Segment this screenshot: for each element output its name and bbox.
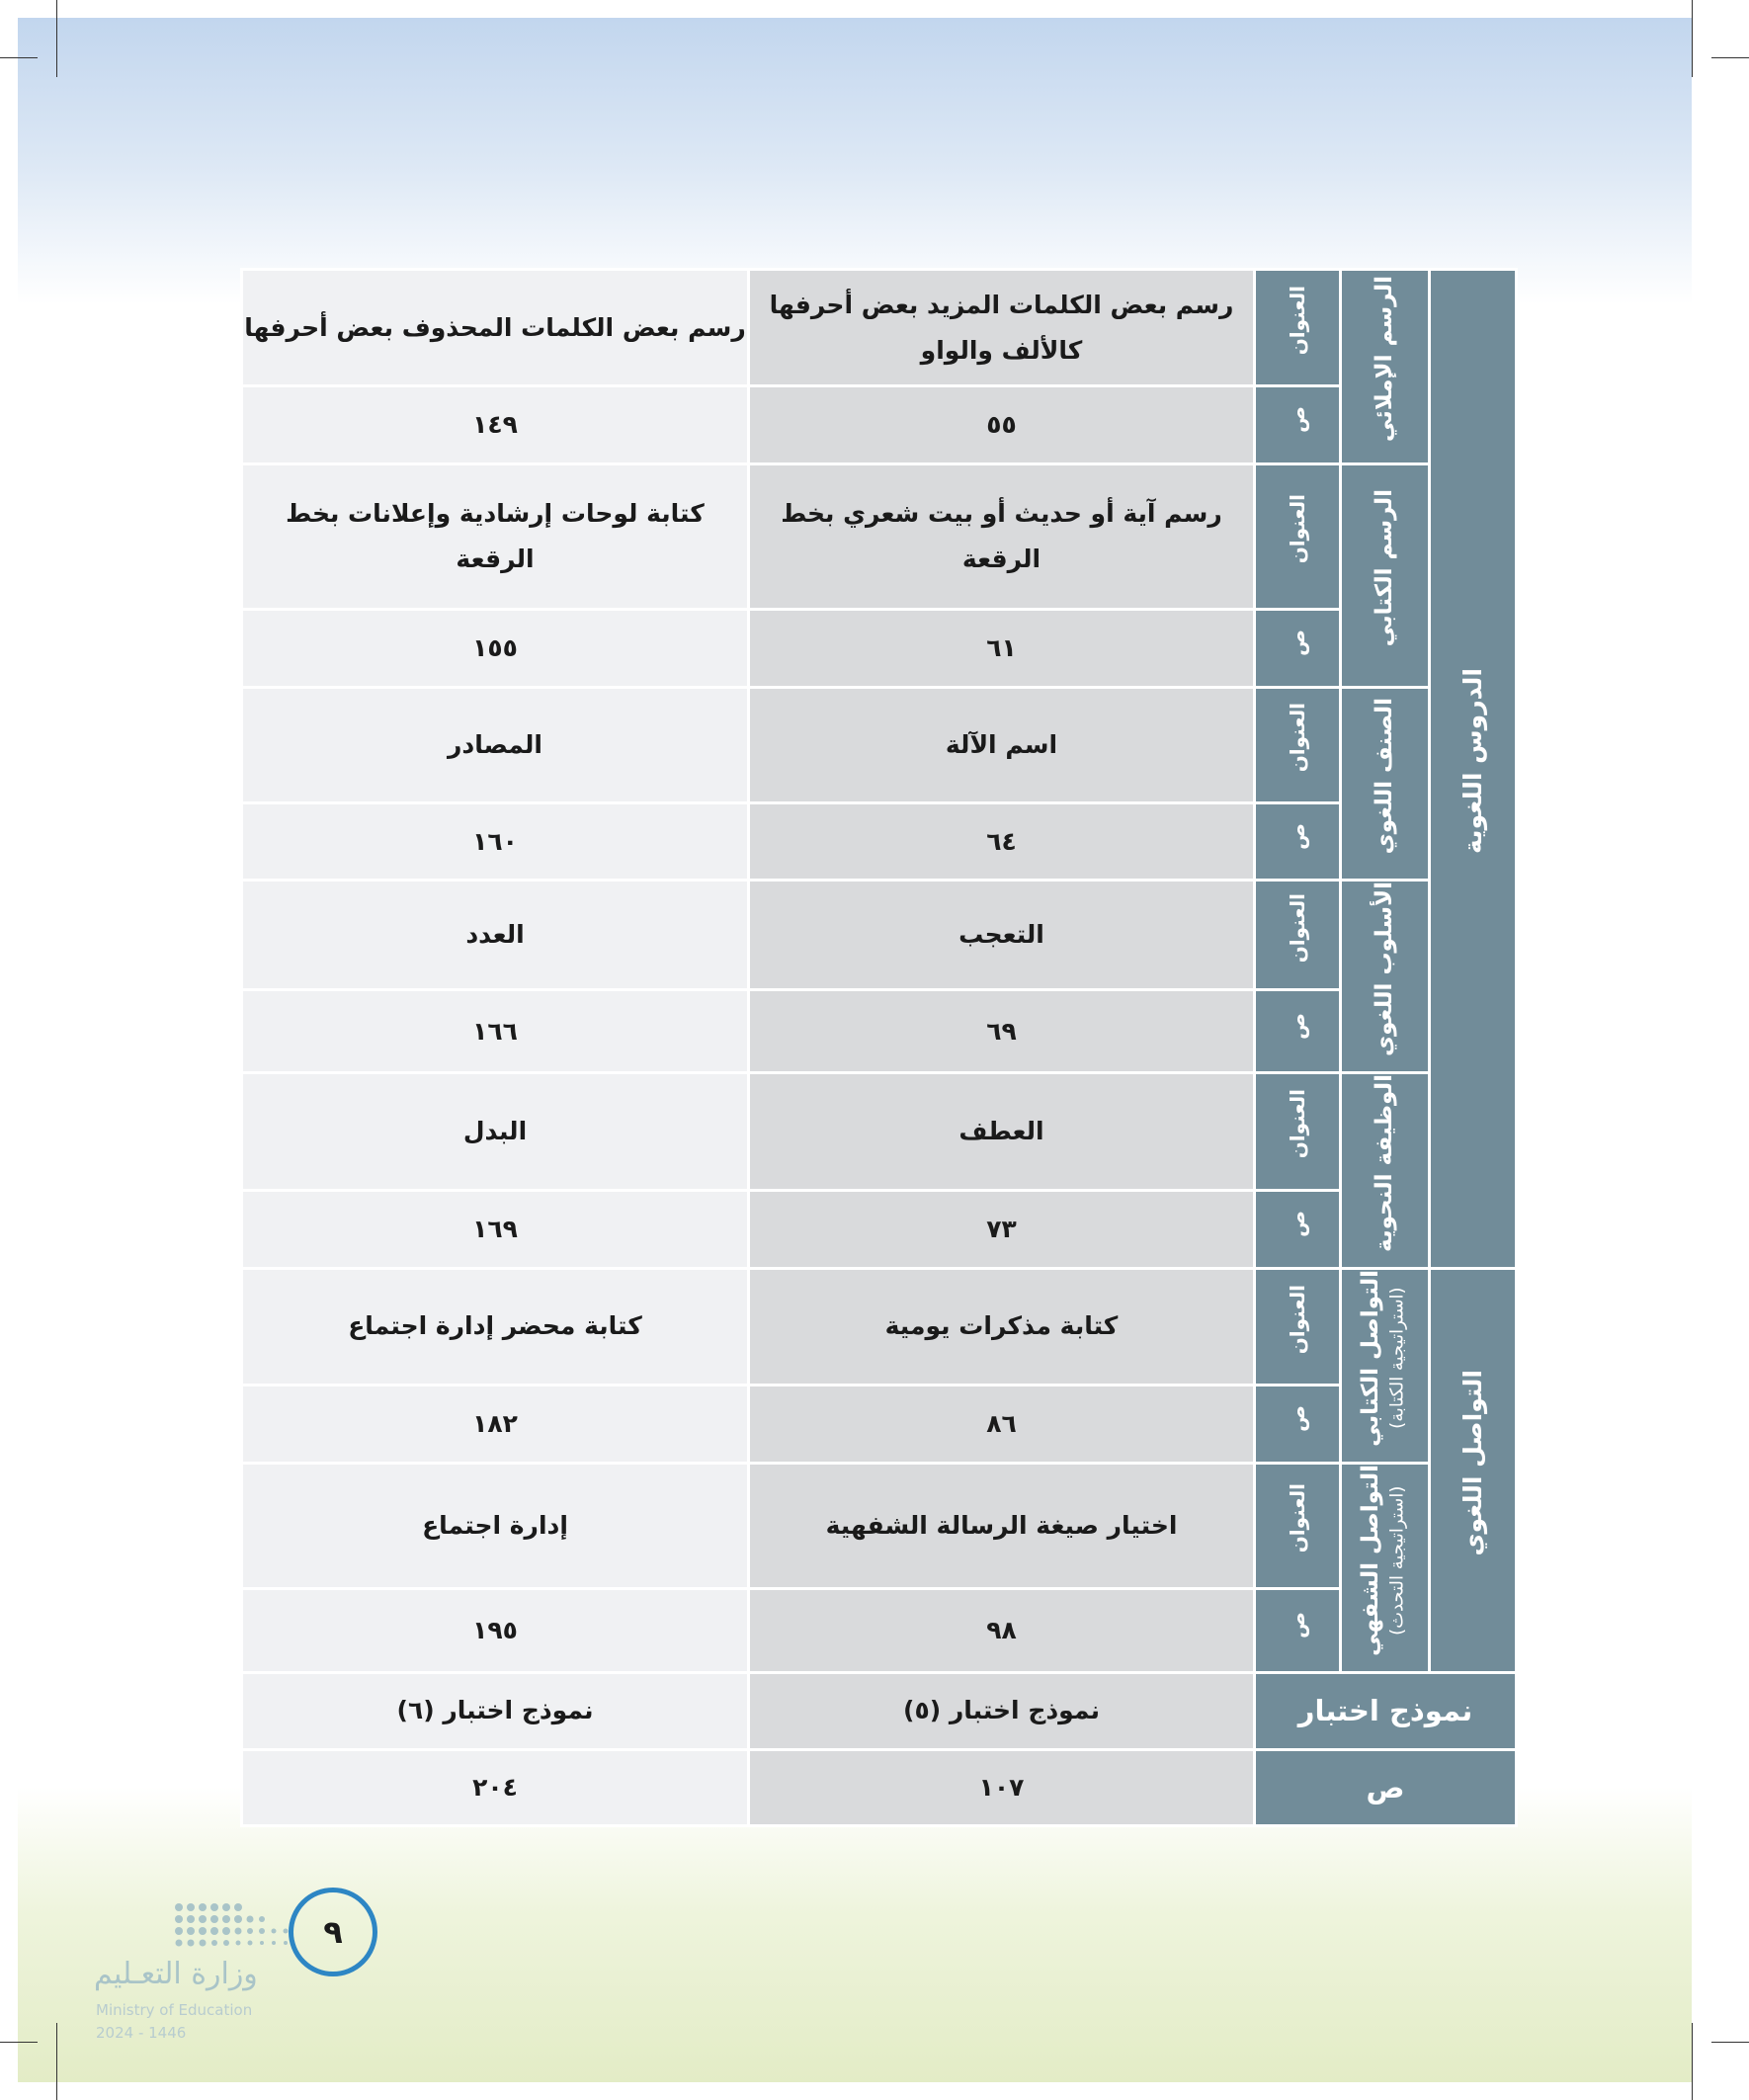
contents-table bbox=[240, 268, 1518, 1827]
page-number-col2: ١٤٩ bbox=[242, 386, 749, 464]
table-row bbox=[242, 386, 1517, 464]
title-label: العنوان bbox=[1255, 1268, 1341, 1385]
table-row bbox=[242, 610, 1517, 688]
section-name: الصنف اللغوي bbox=[1341, 688, 1430, 881]
table-row bbox=[242, 1072, 1517, 1190]
table-row bbox=[242, 1386, 1517, 1464]
section-name: الرسم الإملائي bbox=[1341, 270, 1430, 464]
ministry-name-arabic: وزارة التعـليم bbox=[94, 1957, 258, 1991]
title-label: العنوان bbox=[1255, 1463, 1341, 1588]
crop-mark bbox=[56, 0, 57, 77]
page-number-col1: ٧٣ bbox=[749, 1190, 1255, 1268]
page-label: ص bbox=[1255, 803, 1341, 881]
crop-mark bbox=[56, 2023, 57, 2100]
lesson-title-col1: اسم الآلة bbox=[749, 688, 1255, 803]
table-row bbox=[242, 270, 1517, 386]
title-label: العنوان bbox=[1255, 464, 1341, 610]
page-number-col1: ٦١ bbox=[749, 610, 1255, 688]
table-row bbox=[242, 1672, 1517, 1749]
crop-mark bbox=[1692, 0, 1693, 77]
page-label: ص bbox=[1255, 1588, 1341, 1672]
section-name: الرسم الكتابي bbox=[1341, 464, 1430, 688]
table-row bbox=[242, 1190, 1517, 1268]
table-row bbox=[242, 464, 1517, 610]
section-name: الأسلوب اللغوي bbox=[1341, 881, 1430, 1073]
table-row bbox=[242, 1463, 1517, 1588]
test-title-col1: نموذج اختبار (٥) bbox=[749, 1672, 1255, 1749]
title-label: العنوان bbox=[1255, 688, 1341, 803]
lesson-title-col2: العدد bbox=[242, 881, 749, 990]
lesson-title-col2: المصادر bbox=[242, 688, 749, 803]
page-number-col1: ٩٨ bbox=[749, 1588, 1255, 1672]
table-row bbox=[242, 688, 1517, 803]
page-label: ص bbox=[1255, 1386, 1341, 1464]
title-label: العنوان bbox=[1255, 881, 1341, 990]
page-number-col2: ١٦٩ bbox=[242, 1190, 749, 1268]
test-title-col2: نموذج اختبار (٦) bbox=[242, 1672, 749, 1749]
page-number-col1: ٦٤ bbox=[749, 803, 1255, 881]
section-name: التواصل الكتابي (استراتيجية الكتابة) bbox=[1341, 1268, 1430, 1463]
test-page-col2: ٢٠٤ bbox=[242, 1749, 749, 1825]
ministry-name-english: Ministry of Education bbox=[96, 2001, 253, 2019]
table-row bbox=[242, 881, 1517, 990]
table-row bbox=[242, 1749, 1517, 1825]
ministry-year: 2024 - 1446 bbox=[96, 2024, 187, 2042]
page-number-col1: ٥٥ bbox=[749, 386, 1255, 464]
lesson-title-col1: اختيار صيغة الرسالة الشفهية bbox=[749, 1463, 1255, 1588]
lesson-title-col2: البدل bbox=[242, 1072, 749, 1190]
page-label: ص bbox=[1255, 990, 1341, 1073]
lesson-title-col1: التعجب bbox=[749, 881, 1255, 990]
test-page-label: ص bbox=[1255, 1749, 1517, 1825]
lesson-title-col1: رسم بعض الكلمات المزيد بعض أحرفها كالألف والواو bbox=[749, 270, 1255, 386]
lesson-title-col1: رسم آية أو حديث أو بيت شعري بخط الرقعة bbox=[749, 464, 1255, 610]
title-label: العنوان bbox=[1255, 1072, 1341, 1190]
lesson-title-col2: رسم بعض الكلمات المحذوف بعض أحرفها bbox=[242, 270, 749, 386]
test-label: نموذج اختبار bbox=[1255, 1672, 1517, 1749]
table-row bbox=[242, 803, 1517, 881]
page-label: ص bbox=[1255, 610, 1341, 688]
lesson-title-col2: كتابة محضر إدارة اجتماع bbox=[242, 1268, 749, 1385]
test-page-col1: ١٠٧ bbox=[749, 1749, 1255, 1825]
page-number-col2: ١٨٢ bbox=[242, 1386, 749, 1464]
crop-mark bbox=[1711, 57, 1749, 58]
lesson-title-col1: كتابة مذكرات يومية bbox=[749, 1268, 1255, 1385]
table-row bbox=[242, 990, 1517, 1073]
lesson-title-col2: كتابة لوحات إرشادية وإعلانات بخط الرقعة bbox=[242, 464, 749, 610]
table-row bbox=[242, 1268, 1517, 1385]
page-number-col2: ١٩٥ bbox=[242, 1588, 749, 1672]
page-label: ص bbox=[1255, 1190, 1341, 1268]
crop-mark bbox=[1692, 2023, 1693, 2100]
page-number-col1: ٨٦ bbox=[749, 1386, 1255, 1464]
page-number-col2: ١٥٥ bbox=[242, 610, 749, 688]
page-number-col2: ١٦٦ bbox=[242, 990, 749, 1073]
lesson-title-col1: العطف bbox=[749, 1072, 1255, 1190]
crop-mark bbox=[0, 57, 38, 58]
crop-mark bbox=[1711, 2042, 1749, 2043]
group-language-communication: التواصل اللغوي bbox=[1430, 1268, 1517, 1672]
section-name: التواصل الشفهي (استراتيجية التحدث) bbox=[1341, 1463, 1430, 1672]
page-number-col2: ١٦٠ bbox=[242, 803, 749, 881]
page-number: ٩ bbox=[289, 1888, 377, 1976]
page-number-col1: ٦٩ bbox=[749, 990, 1255, 1073]
page-label: ص bbox=[1255, 386, 1341, 464]
section-name: الوظيفة النحوية bbox=[1341, 1072, 1430, 1268]
crop-mark bbox=[0, 2042, 38, 2043]
table-row bbox=[242, 1588, 1517, 1672]
group-language-lessons: الدروس اللغوية bbox=[1430, 270, 1517, 1269]
title-label: العنوان bbox=[1255, 270, 1341, 386]
lesson-title-col2: إدارة اجتماع bbox=[242, 1463, 749, 1588]
